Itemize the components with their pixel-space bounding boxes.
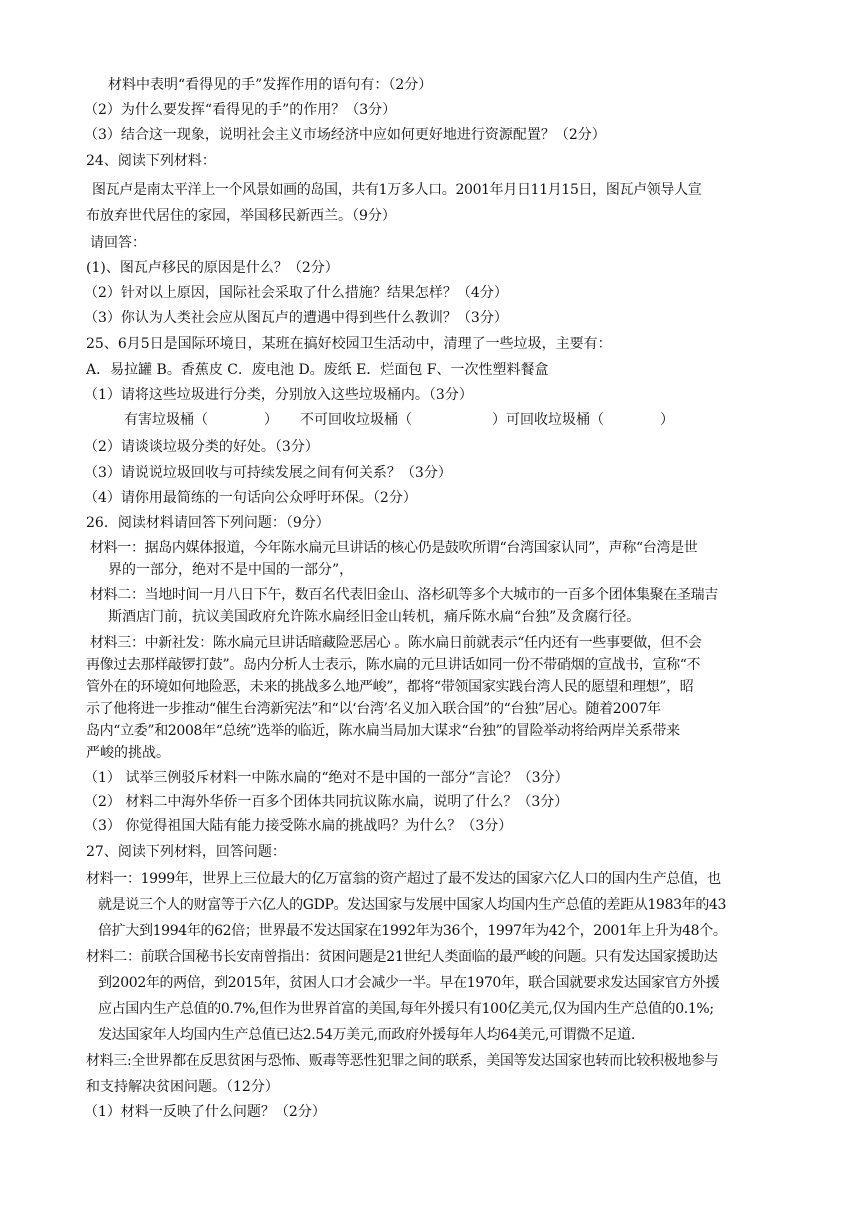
q24-material-line: 布放弃世代居住的家园，举国移民新西兰。（9分） bbox=[86, 208, 396, 224]
q26-material-3-cont: 再像过去那样敲锣打鼓”。岛内分析人士表示，陈水扁的元旦讲话如同一份不带硝烟的宣战书，宣称“不 bbox=[86, 657, 701, 673]
q26-material-3-cont: 岛内“立委”和2008年“总统”选举的临近，陈水扁当局加大谋求“台独”的冒险举动将给两岸关系带来 bbox=[86, 723, 680, 739]
non-recyclable-bin-label: 不可回收垃圾桶（ bbox=[300, 412, 412, 428]
q26-material-1: 材料一：据岛内媒体报道，今年陈水扁元旦讲话的核心仍是鼓吹所谓“台湾国家认同”，声称“台湾是世 bbox=[90, 540, 698, 556]
blank-close: ） bbox=[660, 412, 674, 428]
q26-material-2: 材料二：当地时间一月八日下午，数百名代表旧金山、洛杉矶等多个大城市的一百多个团体集聚在圣瑞吉 bbox=[90, 587, 718, 603]
q25-heading: 25、6月5日是国际环境日，某班在搞好校园卫生活动中，清理了一些垃圾，主要有： bbox=[86, 336, 612, 352]
q25-1: （1）请将这些垃圾进行分类，分别放入这些垃圾桶内。（3分） bbox=[84, 387, 473, 403]
q24-3: （3）你认为人类社会应从图瓦卢的遭遇中得到些什么教训？（3分） bbox=[84, 310, 508, 326]
q26-1: （1） 试举三例驳斥材料一中陈水扁的“绝对不是中国的一部分”言论？（3分） bbox=[84, 770, 569, 786]
recyclable-bin-label: ）可回收垃圾桶（ bbox=[492, 412, 604, 428]
q26-material-3-cont: 示了他将进一步推动“催生台湾新宪法”和“以‘台湾’名义加入联合国”的“台独”居心。随着2007年 bbox=[86, 701, 661, 717]
q26-material-3-cont: 严峻的挑战。 bbox=[86, 745, 170, 761]
q27-material-2-cont: 应占国内生产总值的0.7%,但作为世界首富的美国,每年外援只有100亿美元,仅为国内生产总值的0.1%; bbox=[98, 1001, 714, 1017]
q27-material-2: 材料二：前联合国秘书长安南曾指出：贫困问题是21世纪人类面临的最严峻的问题。只有发达国家援助达 bbox=[86, 949, 718, 965]
q24-heading: 24、阅读下列材料： bbox=[86, 153, 216, 169]
q25-2: （2）请谈谈垃圾分类的好处。（3分） bbox=[84, 439, 319, 455]
q26-2: （2） 材料二中海外华侨一百多个团体共同抗议陈水扁，说明了什么？（3分） bbox=[84, 794, 569, 810]
q27-1: （1）材料一反映了什么问题？（2分） bbox=[84, 1104, 326, 1120]
q27-heading: 27、阅读下列材料，回答问题： bbox=[86, 844, 286, 860]
q26-material-3-cont: 管外在的环境如何地险恶，未来的挑战多么地严峻”，都将“带领国家实践台湾人民的愿望和理想”，昭 bbox=[86, 679, 694, 695]
q24-prompt: 请回答： bbox=[90, 235, 146, 251]
q27-material-1-cont: 就是说三个人的财富等于六亿人的GDP。发达国家与发展中国家人均国内生产总值的差距从1983年的43 bbox=[98, 897, 727, 913]
q27-material-3-cont: 和支持解决贫困问题。（12分） bbox=[86, 1079, 279, 1095]
material-evidence-question: 材料中表明“看得见的手”发挥作用的语句有：（2分） bbox=[108, 77, 433, 93]
q27-material-2-cont: 到2002年的两倍，到2015年，贫困人口才会减少一半。早在1970年，联合国就要求发达国家官方外援 bbox=[98, 975, 720, 991]
q24-2: （2）针对以上原因，国际社会采取了什么措施？结果怎样？（4分） bbox=[84, 285, 508, 301]
q25-bins-line bbox=[124, 410, 674, 430]
q27-material-3: 材料三:全世界都在反思贫困与恐怖、贩毒等恶性犯罪之间的联系，美国等发达国家也转而比较积极地参与 bbox=[86, 1053, 719, 1069]
q27-material-1-cont: 倍扩大到1994年的62倍；世界最不发达国家在1992年为36个，1997年为42个，2001年上升为48个。 bbox=[98, 923, 727, 939]
q24-1: (1)、图瓦卢移民的原因是什么？（2分） bbox=[86, 260, 339, 276]
q25-3: （3）请说说垃圾回收与可持续发展之间有何关系？（3分） bbox=[84, 465, 452, 481]
q23-2: （2）为什么要发挥“看得见的手”的作用？（3分） bbox=[84, 102, 397, 118]
q26-material-1-cont: 界的一部分，绝对不是中国的一部分”， bbox=[108, 562, 354, 578]
q27-material-2-cont: 发达国家年人均国内生产总值已达2.54万美元,而政府外援每年人均64美元,可谓微不足道. bbox=[98, 1027, 635, 1043]
q26-material-3: 材料三：中新社发：陈水扁元旦讲话暗藏险恶居心 。陈水扁日前就表示“任内还有一些事要做，但不会 bbox=[90, 635, 702, 651]
q25-options: A．易拉罐 B。香蕉皮 C．废电池 D。废纸 E．烂面包 F、一次性塑料餐盒 bbox=[86, 362, 549, 378]
q27-material-1: 材料一：1999年，世界上三位最大的亿万富翁的资产超过了最不发达的国家六亿人口的国内生产总值，也 bbox=[86, 871, 721, 887]
hazardous-bin-label: 有害垃圾桶（ bbox=[124, 412, 208, 428]
blank-close: ） bbox=[264, 412, 278, 428]
q25-4: （4）请你用最简练的一句话向公众呼吁环保。（2分） bbox=[84, 490, 417, 506]
q23-3: （3）结合这一现象，说明社会主义市场经济中应如何更好地进行资源配置？（2分） bbox=[84, 127, 606, 143]
q26-3: （3） 你觉得祖国大陆有能力接受陈水扁的挑战吗？为什么？（3分） bbox=[84, 818, 513, 834]
q26-material-2-cont: 斯酒店门前，抗议美国政府允许陈水扁经旧金山转机，痛斥陈水扁“台独”及贪腐行径。 bbox=[108, 609, 641, 625]
q24-material-line: 图瓦卢是南太平洋上一个风景如画的岛国，共有1万多人口。2001年月日11月15日，图瓦卢领导人宣 bbox=[92, 182, 702, 198]
q26-heading: 26．阅读材料请回答下列问题：（9分） bbox=[86, 515, 330, 531]
